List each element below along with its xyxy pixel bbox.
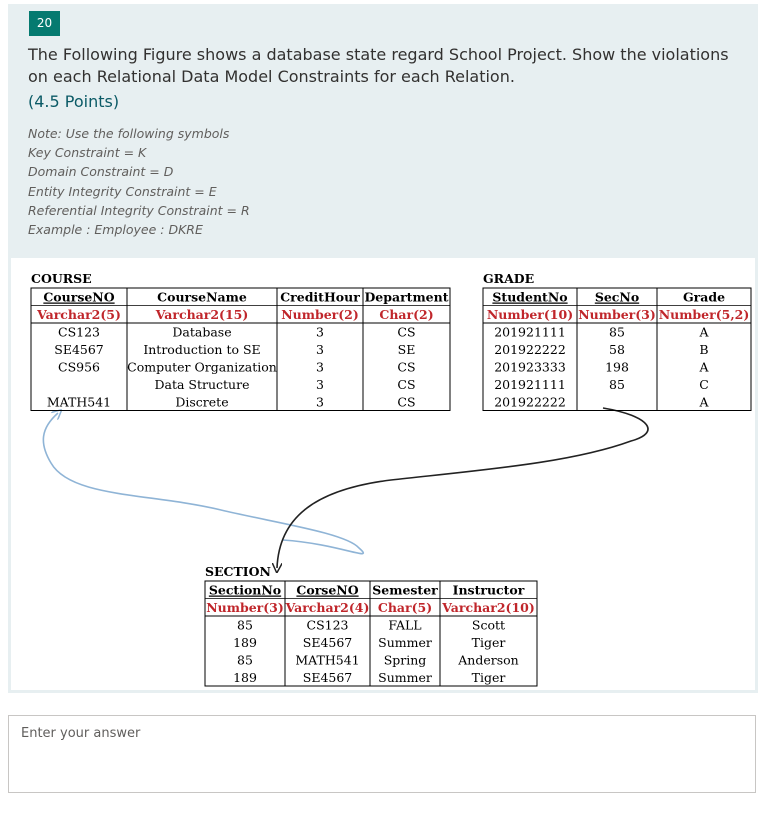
section-table-cell: MATH541 bbox=[295, 652, 360, 668]
grade-table-cell: 58 bbox=[609, 342, 625, 357]
course-table-cell: Database bbox=[172, 324, 232, 340]
course-table-cell: MATH541 bbox=[46, 394, 112, 410]
course-table-cell: Discrete bbox=[175, 394, 229, 410]
grade-table-cell: C bbox=[699, 377, 709, 392]
grade-table-cell: B bbox=[699, 342, 709, 357]
section-table-type: Char(5) bbox=[377, 600, 433, 615]
section-table-cell: Scott bbox=[471, 617, 506, 633]
course-table-type: Varchar2(15) bbox=[155, 307, 249, 322]
course-table-type: Varchar2(5) bbox=[37, 307, 121, 322]
section-table-cell: SE4567 bbox=[302, 635, 353, 650]
course-table-type: Char(2) bbox=[379, 307, 434, 322]
course-table-cell: CS bbox=[397, 377, 416, 392]
section-table-header: Instructor bbox=[452, 582, 525, 598]
grade-table-cell: A bbox=[699, 394, 709, 410]
grade-table-cell: 201921111 bbox=[494, 324, 566, 340]
section-table-cell: 189 bbox=[233, 635, 257, 650]
grade-table-type: Number(10) bbox=[486, 307, 574, 322]
course-table-cell: Data Structure bbox=[154, 377, 250, 392]
note-block bbox=[28, 124, 250, 239]
referential-arrow-grade-to-section bbox=[277, 408, 648, 568]
grade-table-title: GRADE bbox=[483, 271, 535, 286]
question-points: (4.5 Points) bbox=[28, 92, 120, 111]
course-table-type: Number(2) bbox=[281, 307, 359, 322]
note-line: Note: Use the following symbols bbox=[28, 126, 230, 141]
course-table-cell: SE4567 bbox=[54, 342, 104, 357]
section-table-cell: Anderson bbox=[458, 652, 519, 668]
grade-table-cell: 201922222 bbox=[494, 342, 566, 357]
section-table-cell: Tiger bbox=[471, 670, 506, 685]
section-table-cell: CS123 bbox=[306, 617, 349, 633]
question-text: The Following Figure shows a database state regard School Project. Show the violations on each Relational Data Model Constraints for each Relation. bbox=[28, 45, 729, 86]
course-table-header: CourseName bbox=[157, 289, 247, 305]
course-table-cell: 3 bbox=[316, 359, 324, 375]
grade-table-header: SecNo bbox=[594, 289, 640, 305]
course-table-title: COURSE bbox=[31, 271, 92, 286]
course-table-cell: Introduction to SE bbox=[143, 342, 261, 357]
course-table-cell: CS956 bbox=[58, 359, 100, 375]
course-table-cell: 3 bbox=[316, 394, 324, 410]
section-table-cell: Summer bbox=[378, 635, 432, 650]
course-table-header: CourseNO bbox=[43, 289, 115, 305]
section-table-cell: 85 bbox=[237, 652, 253, 668]
database-diagram bbox=[11, 258, 755, 690]
section-table-cell: 189 bbox=[233, 670, 257, 685]
grade-table-cell: 198 bbox=[605, 359, 629, 375]
note-line: Domain Constraint = D bbox=[28, 164, 174, 180]
course-table-cell: 3 bbox=[316, 324, 324, 340]
grade-table-cell: 201922222 bbox=[494, 394, 566, 410]
section-table-title: SECTION bbox=[205, 564, 271, 579]
section-table-header: SectionNo bbox=[208, 582, 282, 598]
section-table-cell: Spring bbox=[383, 652, 427, 668]
database-figure bbox=[11, 258, 755, 690]
grade-table-header: Grade bbox=[682, 289, 726, 305]
note-line: Example : Employee : DKRE bbox=[28, 222, 203, 238]
section-table-cell: SE4567 bbox=[302, 670, 353, 685]
course-table-cell: Computer Organization bbox=[127, 359, 277, 375]
note-line: Referential Integrity Constraint = R bbox=[28, 202, 250, 218]
course-table-cell: 3 bbox=[316, 377, 324, 392]
referential-arrow-section-to-course bbox=[43, 413, 363, 554]
grade-table-header: StudentNo bbox=[492, 289, 568, 305]
section-table-type: Varchar2(10) bbox=[442, 600, 535, 615]
grade-table-cell: 201923333 bbox=[494, 359, 566, 375]
answer-input[interactable] bbox=[8, 715, 756, 793]
course-table-cell: CS bbox=[397, 394, 416, 410]
section-table-type: Number(3) bbox=[206, 600, 284, 615]
course-table-cell: SE bbox=[397, 342, 416, 357]
course-table-cell: CS bbox=[397, 359, 416, 375]
section-table-cell: Tiger bbox=[471, 635, 506, 650]
course-table-cell: 3 bbox=[316, 342, 324, 357]
grade-table-cell: 85 bbox=[609, 377, 625, 392]
section-table-cell: Summer bbox=[378, 670, 432, 685]
grade-table-cell: A bbox=[699, 359, 709, 375]
grade-table-type: Number(3) bbox=[578, 307, 656, 322]
note-line: Entity Integrity Constraint = E bbox=[28, 183, 217, 199]
section-table-header: Semester bbox=[372, 582, 438, 598]
grade-table-type: Number(5,2) bbox=[658, 307, 750, 322]
section-table-cell: FALL bbox=[388, 617, 422, 633]
question-number-badge: 20 bbox=[29, 11, 60, 36]
course-table-cell: CS123 bbox=[58, 324, 100, 340]
section-table-type: Varchar2(4) bbox=[285, 600, 370, 615]
note-line: Key Constraint = K bbox=[28, 145, 147, 161]
grade-table-cell: 201921111 bbox=[494, 377, 566, 392]
course-table-header: CreditHour bbox=[280, 289, 360, 305]
section-table-header: CorseNO bbox=[296, 582, 359, 598]
course-table-header: Department bbox=[364, 289, 449, 305]
grade-table-cell: A bbox=[699, 324, 709, 340]
course-table-cell: CS bbox=[397, 324, 416, 340]
grade-table-cell: 85 bbox=[609, 324, 625, 340]
section-table-cell: 85 bbox=[237, 617, 253, 633]
